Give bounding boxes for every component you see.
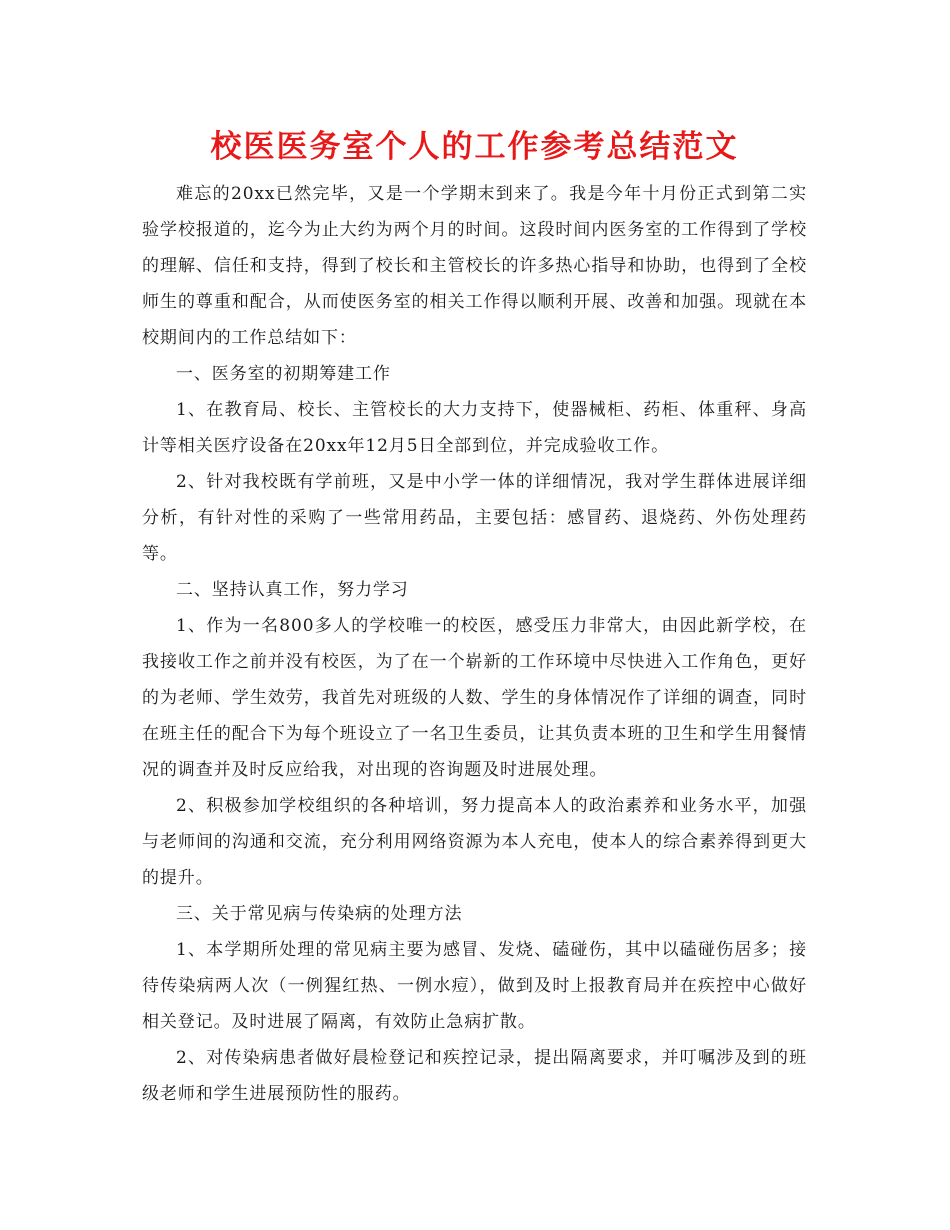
paragraph-1-1: 1、在教育局、校长、主管校长的大力支持下，使器械柜、药柜、体重秤、身高计等相关医疗设备在20xx年12月5日全部到位，并完成验收工作。 [142,400,807,456]
paragraph-1-2: 2、针对我校既有学前班，又是中小学一体的详细情况，我对学生群体进展详细分析，有针对性的采购了一些常用药品，主要包括：感冒药、退烧药、外伤处理药等。 [142,472,807,564]
section-heading-1: 一、医务室的初期筹建工作 [176,364,391,384]
paragraph-3-2: 2、对传染病患者做好晨检登记和疾控记录，提出隔离要求，并叮嘱涉及到的班级老师和学生进展预防性的服药。 [142,1048,807,1104]
document-body [142,176,807,1112]
paragraph-2-2: 2、积极参加学校组织的各种培训，努力提高本人的政治素养和业务水平，加强与老师间的沟通和交流，充分利用网络资源为本人充电，使本人的综合素养得到更大的提升。 [142,796,807,888]
document-page [142,118,807,1112]
paragraph-3-1: 1、本学期所处理的常见病主要为感冒、发烧、磕碰伤，其中以磕碰伤居多；接待传染病两人次（一例猩红热、一例水痘），做到及时上报教育局并在疾控中心做好相关登记。及时进展了隔离，有效防止急病扩散。 [142,940,807,1032]
paragraph-2-1: 1、作为一名800多人的学校唯一的校医，感受压力非常大，由因此新学校，在我接收工作之前并没有校医，为了在一个崭新的工作环境中尽快进入工作角色，更好的为老师、学生效劳，我首先对班级的人数、学生的身体情况作了详细的调查，同时在班主任的配合下为每个班设立了一名卫生委员，让其负责本班的卫生和学生用餐情况的调查并及时反应给我，对出现的咨询题及时进展处理。 [142,616,807,780]
document-title: 校医医务室个人的工作参考总结范文 [210,129,739,165]
section-heading-3: 三、关于常见病与传染病的处理方法 [176,904,463,924]
paragraph-intro: 难忘的20xx已然完毕，又是一个学期末到来了。我是今年十月份正式到第二实验学校报道的，迄今为止大约为两个月的时间。这段时间内医务室的工作得到了学校的理解、信任和支持，得到了校长和主管校长的许多热心指导和协助，也得到了全校师生的尊重和配合，从而使医务室的相关工作得以顺利开展、改善和加强。现就在本校期间内的工作总结如下： [142,184,807,348]
section-heading-2: 二、坚持认真工作，努力学习 [176,580,409,600]
